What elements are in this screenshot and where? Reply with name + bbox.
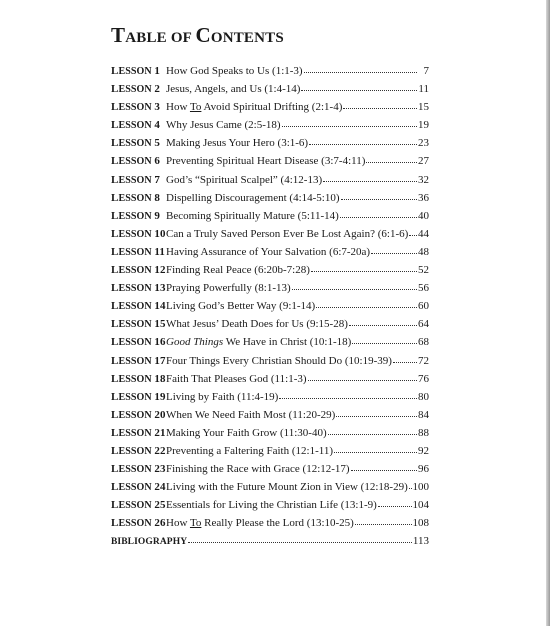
lesson-number: LESSON 10 (111, 227, 166, 240)
toc-entry (111, 80, 429, 98)
lesson-number: LESSON 22 (111, 444, 166, 457)
lesson-title: Becoming Spiritually Mature (5:11-14) (166, 209, 339, 222)
lesson-title: Good Things We Have in Christ (10:1-18) (166, 336, 352, 349)
lesson-title: How To Really Please the Lord (13:10-25) (166, 517, 354, 530)
lesson-title: Finding Real Peace (6:20b-7:28) (166, 264, 310, 277)
lesson-title: Making Jesus Your Hero (3:1-6) (166, 137, 309, 150)
toc-entry (111, 62, 429, 80)
lesson-number: LESSON 19 (111, 390, 166, 403)
leader-dots (292, 280, 417, 290)
lesson-number: LESSON 16 (111, 336, 166, 349)
lesson-title: Preventing Spiritual Heart Disease (3:7-4:11) (166, 155, 366, 168)
page-number: 7 (423, 65, 429, 77)
leader-dots (279, 389, 417, 399)
leader-dots (301, 81, 417, 91)
lesson-number: LESSON 13 (111, 282, 166, 295)
lesson-title: Essentials for Living the Christian Life (13:1-9) (166, 499, 377, 512)
page-number: 104 (412, 499, 429, 512)
lesson-number: LESSON 23 (111, 463, 166, 476)
lesson-number: LESSON 2 (111, 83, 160, 96)
lesson-title: Making Your Faith Grow (11:30-40) (166, 426, 327, 439)
toc-page (111, 22, 429, 551)
lesson-number: LESSON 15 (111, 318, 166, 331)
leader-dots (343, 99, 417, 109)
toc-entry (111, 388, 429, 406)
leader-dots (309, 135, 417, 145)
lesson-title: When We Need Faith Most (11:20-29) (166, 408, 336, 421)
lesson-number: LESSON 21 (111, 426, 166, 439)
toc-entry (111, 171, 429, 189)
lesson-number: LESSON 5 (111, 137, 160, 150)
leader-dots (340, 208, 417, 218)
leader-dots (323, 172, 417, 182)
page-number: 108 (412, 517, 429, 530)
toc-entry (111, 116, 429, 134)
toc-entry (111, 370, 429, 388)
lesson-number: LESSON 18 (111, 372, 166, 385)
toc-entry (111, 424, 429, 442)
page-number: 60 (418, 300, 429, 313)
lesson-title: Four Things Every Christian Should Do (10:19-39) (166, 354, 392, 367)
toc-entry (111, 261, 429, 279)
lesson-number: LESSON 17 (111, 354, 166, 367)
page-number: 92 (418, 444, 429, 457)
toc-heading: TABLE OF CONTENTS (111, 23, 284, 47)
lesson-number: LESSON 24 (111, 481, 166, 494)
page-number: 84 (418, 408, 429, 421)
toc-entry (111, 98, 429, 116)
leader-dots (188, 533, 412, 543)
leader-dots (311, 262, 417, 272)
lesson-title: Finishing the Race with Grace (12:12-17) (166, 463, 350, 476)
lesson-number: LESSON 1 (111, 65, 160, 77)
page-number: 113 (412, 535, 429, 548)
leader-dots (352, 334, 417, 344)
page-number: 36 (418, 191, 429, 204)
toc-entry (111, 189, 429, 207)
leader-dots (366, 153, 417, 163)
toc-entry (111, 442, 429, 460)
leader-dots (334, 443, 417, 453)
page-number: 52 (418, 264, 429, 277)
lesson-number: LESSON 25 (111, 499, 166, 512)
leader-dots (378, 497, 412, 507)
leader-dots (341, 190, 417, 200)
leader-dots (336, 407, 417, 417)
page-number: 88 (418, 426, 429, 439)
toc-entry (111, 225, 429, 243)
page-number: 100 (412, 481, 429, 494)
toc-entry (111, 243, 429, 261)
page-number: 68 (418, 336, 429, 349)
leader-dots (316, 298, 417, 308)
page-number: 27 (418, 155, 429, 168)
leader-dots (409, 479, 412, 489)
page-number: 15 (418, 101, 429, 114)
page-number: 80 (418, 390, 429, 403)
lesson-title: Living with the Future Mount Zion in View (12:18-29) (166, 481, 408, 494)
page-number: 76 (418, 372, 429, 385)
bibliography-label: BIBLIOGRAPHY (111, 537, 188, 548)
lesson-title: Having Assurance of Your Salvation (6:7-20a) (166, 245, 371, 258)
lesson-number: LESSON 3 (111, 101, 160, 114)
lesson-number: LESSON 7 (111, 173, 160, 186)
lesson-title: Praying Powerfully (8:1-13) (166, 282, 291, 295)
lesson-number: LESSON 8 (111, 191, 160, 204)
page-number: 40 (418, 209, 429, 222)
leader-dots (409, 226, 417, 236)
toc-entry (111, 134, 429, 152)
lesson-number: LESSON 26 (111, 517, 166, 530)
page-number: 19 (418, 119, 429, 132)
leader-dots (349, 316, 417, 326)
toc-list (111, 62, 429, 551)
lesson-number: LESSON 20 (111, 408, 166, 421)
leader-dots (371, 244, 417, 254)
lesson-title: How God Speaks to Us (1:1-3) (166, 65, 303, 77)
page-number: 48 (418, 245, 429, 258)
leader-dots (328, 425, 417, 435)
page-number: 44 (418, 227, 429, 240)
toc-entry (111, 406, 429, 424)
toc-entry (111, 315, 429, 333)
leader-dots (393, 353, 417, 363)
toc-entry (111, 496, 429, 514)
page-number: 56 (418, 282, 429, 295)
lesson-number: LESSON 9 (111, 209, 160, 222)
lesson-number: LESSON 14 (111, 300, 166, 313)
toc-entry (111, 478, 429, 496)
toc-entry (111, 460, 429, 478)
lesson-title: Living by Faith (11:4-19) (166, 390, 279, 403)
toc-entry (111, 352, 429, 370)
toc-entry-bibliography (111, 532, 429, 550)
lesson-title: Why Jesus Came (2:5-18) (166, 119, 281, 132)
toc-entry (111, 333, 429, 351)
leader-dots (351, 461, 417, 471)
page-edge-shadow (546, 0, 550, 626)
lesson-title: God’s “Spiritual Scalpel” (4:12-13) (166, 173, 323, 186)
lesson-title: How To Avoid Spiritual Drifting (2:1-4) (166, 101, 343, 114)
page-number: 64 (418, 318, 429, 331)
lesson-title: Dispelling Discouragement (4:14-5:10) (166, 191, 340, 204)
page-number: 96 (418, 463, 429, 476)
toc-entry (111, 279, 429, 297)
lesson-title: Jesus, Angels, and Us (1:4-14) (166, 83, 301, 96)
toc-entry (111, 152, 429, 170)
leader-dots (355, 515, 412, 525)
toc-entry (111, 207, 429, 225)
toc-entry (111, 297, 429, 315)
page-number: 32 (418, 173, 429, 186)
leader-dots (282, 117, 417, 127)
lesson-title: What Jesus’ Death Does for Us (9:15-28) (166, 318, 348, 331)
lesson-number: LESSON 6 (111, 155, 160, 168)
leader-dots (308, 371, 417, 381)
lesson-number: LESSON 11 (111, 245, 165, 258)
toc-entry (111, 514, 429, 532)
page-number: 23 (418, 137, 429, 150)
lesson-title: Living God’s Better Way (9:1-14) (166, 300, 316, 313)
lesson-title: Preventing a Faltering Faith (12:1-11) (166, 444, 334, 457)
lesson-title: Faith That Pleases God (11:1-3) (166, 372, 307, 385)
lesson-number: LESSON 12 (111, 264, 166, 277)
lesson-number: LESSON 4 (111, 119, 160, 132)
page-number: 11 (418, 83, 429, 96)
lesson-title: Can a Truly Saved Person Ever Be Lost Again? (6:1-6) (166, 227, 409, 240)
leader-dots (304, 63, 417, 73)
page-number: 72 (418, 354, 429, 367)
